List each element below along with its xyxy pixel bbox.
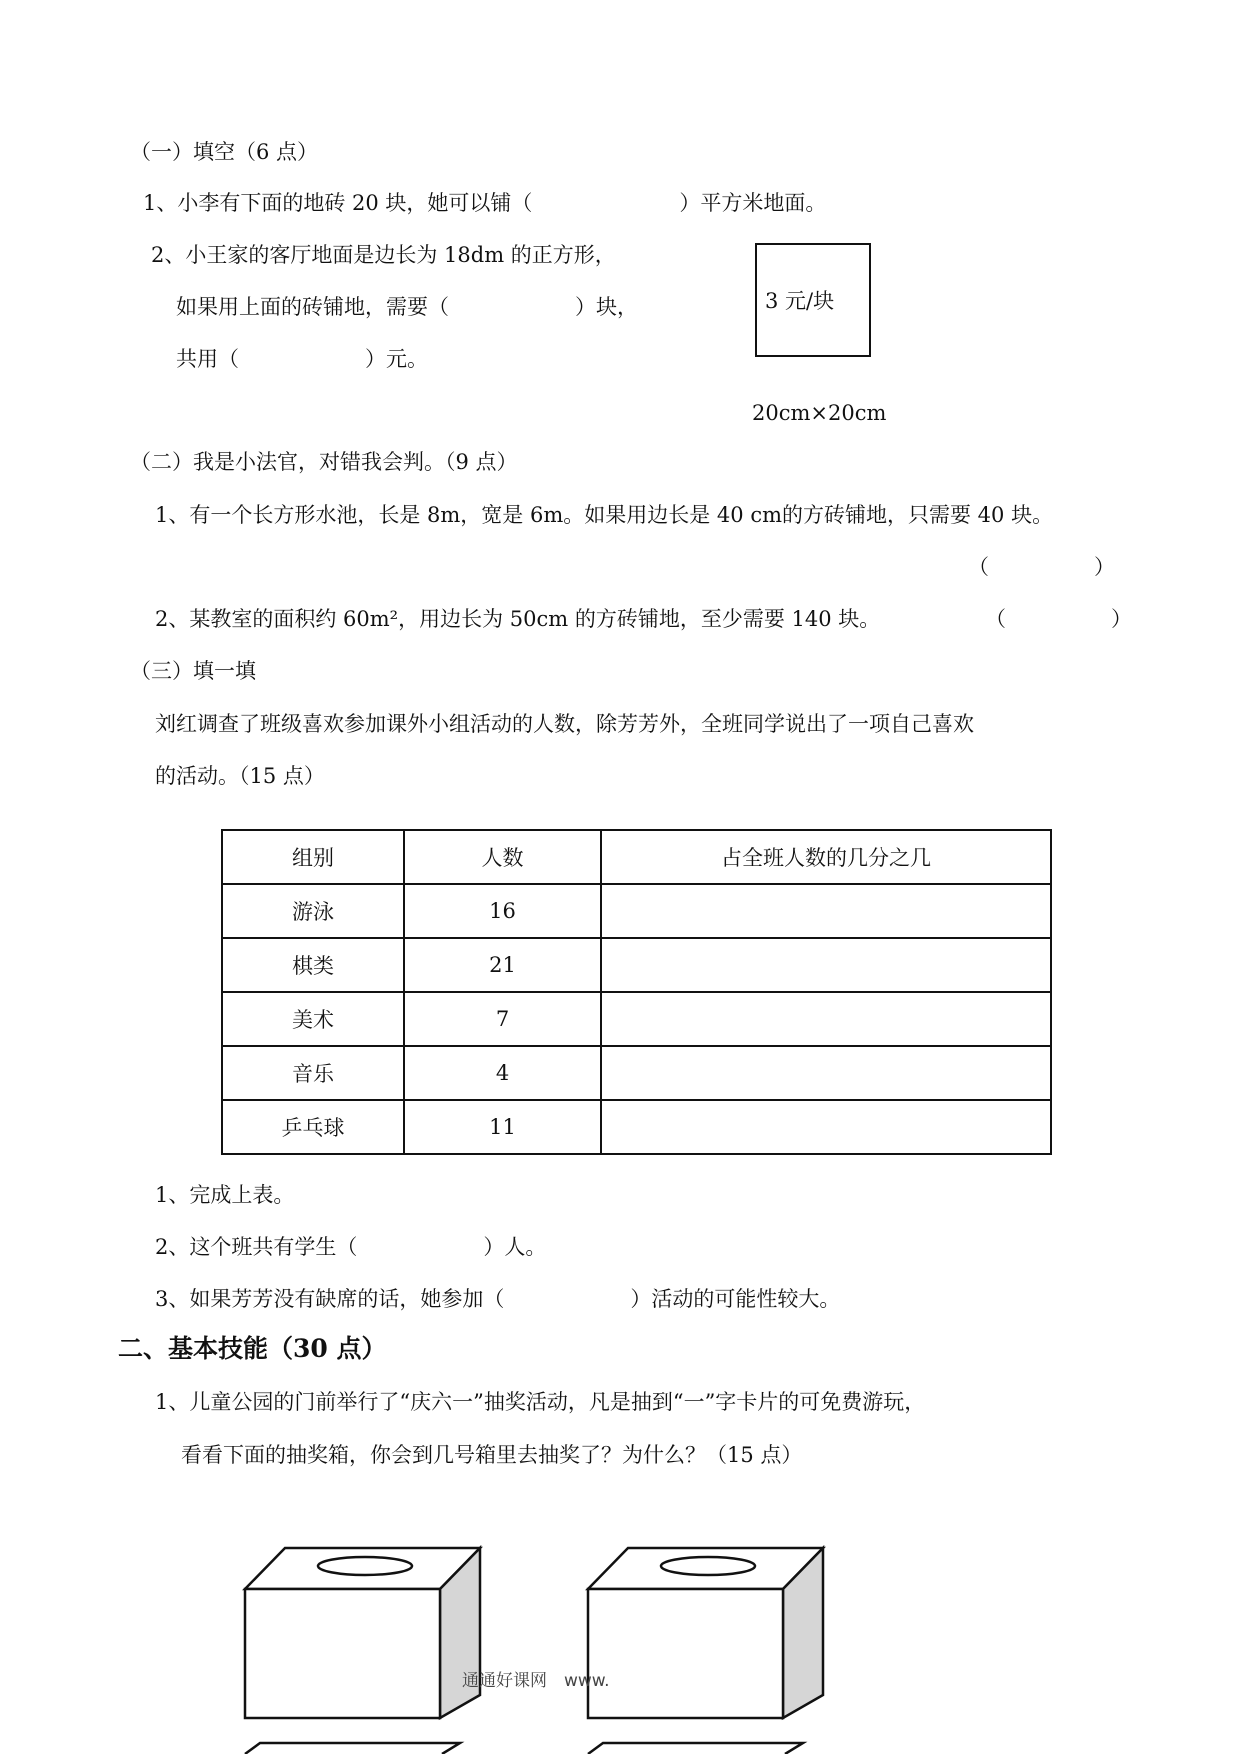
lottery-box-3-partial	[245, 1743, 460, 1754]
floor-tile-figure	[755, 243, 871, 357]
count-cell: 7	[404, 992, 601, 1046]
group-cell: 音乐	[222, 1046, 404, 1100]
lottery-box-1	[245, 1548, 480, 1718]
fill-question-1: 1、小李有下面的地砖 20 块，她可以铺（ ）平方米地面。	[143, 191, 827, 215]
section-judge-heading: （二）我是小法官，对错我会判。（9 点）	[130, 450, 518, 474]
group-cell: 棋类	[222, 938, 404, 992]
judge-question-1-answer-blank: （ ）	[968, 555, 1115, 579]
table-question-2: 2、这个班共有学生（ ）人。	[155, 1235, 547, 1259]
fill-question-2-line-3: 共用（ ）元。	[176, 347, 428, 371]
judge-question-2-answer-blank: （ ）	[985, 607, 1132, 631]
table-header-row	[222, 830, 1051, 884]
tile-size-label: 20cm×20cm	[752, 401, 887, 425]
table-row	[222, 1046, 1051, 1100]
group-cell: 美术	[222, 992, 404, 1046]
count-cell: 4	[404, 1046, 601, 1100]
tile-price-label: 3 元/块	[765, 289, 835, 313]
section-fill-heading: （一）填空（6 点）	[130, 140, 319, 164]
table-row	[222, 992, 1051, 1046]
fraction-cell	[601, 1046, 1051, 1100]
section-skills-heading: 二、基本技能（30 点）	[118, 1334, 387, 1363]
count-cell: 16	[404, 884, 601, 938]
fraction-cell	[601, 884, 1051, 938]
fill-question-2-line-2: 如果用上面的砖铺地，需要（ ）块，	[176, 295, 638, 319]
count-cell: 21	[404, 938, 601, 992]
fraction-cell	[601, 938, 1051, 992]
table-question-3: 3、如果芳芳没有缺席的话，她参加（ ）活动的可能性较大。	[155, 1287, 841, 1311]
judge-question-2: 2、某教室的面积约 60m²，用边长为 50cm 的方砖铺地，至少需要 140 块。	[155, 607, 881, 631]
activity-table	[221, 829, 1052, 1155]
table-intro-line-2: 的活动。（15 点）	[155, 764, 325, 788]
table-question-1: 1、完成上表。	[155, 1183, 295, 1207]
group-cell: 乒乓球	[222, 1100, 404, 1154]
lottery-box-4-partial	[588, 1743, 803, 1754]
header-fraction: 占全班人数的几分之几	[601, 830, 1051, 884]
lottery-box-2	[588, 1548, 823, 1718]
table-row	[222, 1100, 1051, 1154]
header-group: 组别	[222, 830, 404, 884]
site-watermark: 通通好课网 www.	[462, 1671, 610, 1691]
section-table-heading: （三）填一填	[130, 659, 256, 683]
fill-question-2-line-1: 2、小王家的客厅地面是边长为 18dm 的正方形，	[151, 243, 616, 267]
fraction-cell	[601, 1100, 1051, 1154]
lottery-boxes-figure	[230, 1535, 850, 1754]
table-row	[222, 884, 1051, 938]
fraction-cell	[601, 992, 1051, 1046]
skills-question-1-line-1: 1、儿童公园的门前举行了“庆六一”抽奖活动，凡是抽到“一”字卡片的可免费游玩，	[155, 1390, 926, 1414]
judge-question-1: 1、有一个长方形水池，长是 8m，宽是 6m。如果用边长是 40 cm的方砖铺地，只需要 40 块。	[155, 503, 1054, 527]
header-count: 人数	[404, 830, 601, 884]
table-row	[222, 938, 1051, 992]
skills-question-1-line-2: 看看下面的抽奖箱，你会到几号箱里去抽奖了？为什么？（15 点）	[181, 1443, 803, 1467]
count-cell: 11	[404, 1100, 601, 1154]
group-cell: 游泳	[222, 884, 404, 938]
table-intro-line-1: 刘红调查了班级喜欢参加课外小组活动的人数，除芳芳外，全班同学说出了一项自己喜欢	[155, 712, 974, 736]
